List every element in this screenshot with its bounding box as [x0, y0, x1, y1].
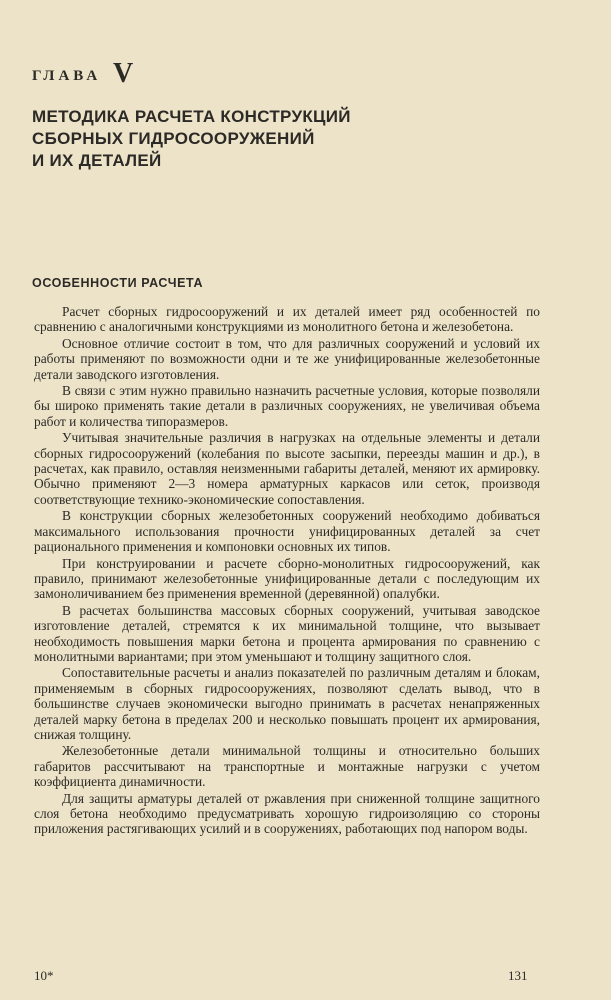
paragraph: Основное отличие состоит в том, что для различных сооружений и условий их работы применяют по возможности одни и те же унифицированные железобетонные детали заводского изготовления. [34, 335, 540, 382]
chapter-title [32, 106, 572, 172]
paragraph: При конструировании и расчете сборно-монолитных гидросооружений, как правило, принимают железобетонные унифицированные детали с последующим их замоноличиванием без применения временной (деревянной) опалубки. [34, 555, 540, 602]
chapter-label [32, 58, 133, 90]
paragraph: Железобетонные детали минимальной толщины и относительно больших габаритов рассчитывают на транспортные и монтажные нагрузки с учетом коэффициента динамичности. [34, 743, 540, 790]
chapter-title-line: МЕТОДИКА РАСЧЕТА КОНСТРУКЦИЙ [32, 107, 351, 126]
chapter-title-line: СБОРНЫХ ГИДРОСООРУЖЕНИЙ [32, 129, 315, 148]
chapter-word: ГЛАВА [32, 68, 102, 84]
page-number: 131 [508, 968, 528, 983]
paragraph: Для защиты арматуры деталей от ржавления при сниженной толщине защитного слоя бетона необходимо предусматривать хорошую гидроизоляцию со стороны приложения растягивающих усилий и в сооружениях, работающих под напором воды. [34, 790, 540, 837]
signature-mark: 10* [34, 968, 54, 983]
paragraph: В конструкции сборных железобетонных сооружений необходимо добиваться максимального использования прочности унифицированных деталей за счет рационального применения и компоновки основных их типов. [34, 508, 540, 555]
section-title: ОСОБЕННОСТИ РАСЧЕТА [32, 276, 204, 290]
paragraph: В расчетах большинства массовых сборных сооружений, учитывая заводское изготовление деталей, стремятся к их минимальной толщине, что вызывает необходимость повышения марки бетона и процента армирования по сравнению с монолитными вариантами; при этом уменьшают и толщину защитного слоя. [34, 602, 540, 664]
paragraph: Сопоставительные расчеты и анализ показателей по различным деталям и блокам, применяемым в сборных гидросооружениях, позволяют сделать вывод, что в большинстве случаев экономически выгодно принимать в расчетах ненапряженных деталей марку бетона в пределах 200 и несколько повышать процент их армирования, снижая толщину. [34, 665, 540, 742]
chapter-title-line: И ИХ ДЕТАЛЕЙ [32, 151, 162, 170]
paragraph: Учитывая значительные различия в нагрузках на отдельные элементы и детали сборных гидросооружений (колебания по высоте засыпки, переезды машин и др.), в расчетах, как правило, оставляя неизменными габариты деталей, меняют их армировку. Обычно применяют 2—3 номера арматурных каркасов или сеток, производя соответствующие технико-экономические сопоставления. [34, 430, 540, 507]
body-text [34, 304, 540, 838]
paragraph: В связи с этим нужно правильно назначить расчетные условия, которые позволяли бы широко применять такие детали в различных сооружениях, не увеличивая объема работ и количества типоразмеров. [34, 383, 540, 429]
paragraph: Расчет сборных гидросооружений и их деталей имеет ряд особенностей по сравнению с аналогичными конструкциями из монолитного бетона и железобетона. [34, 304, 540, 335]
chapter-number: V [112, 58, 134, 89]
